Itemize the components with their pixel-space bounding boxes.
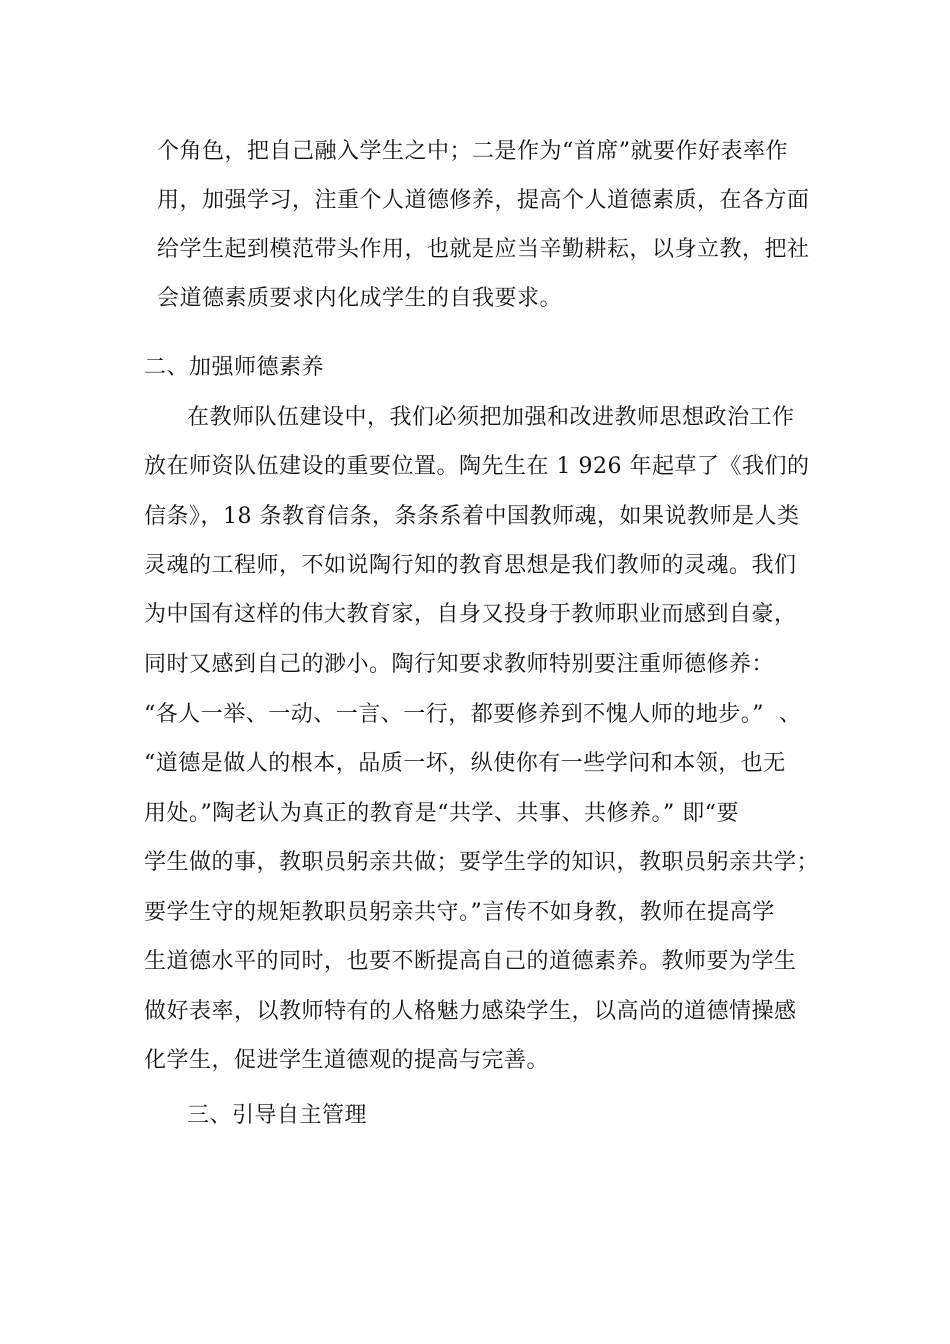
paragraph-line: 生道德水平的同时，也要不断提高自己的道德素养。教师要为学生 [144, 949, 797, 974]
paragraph-line: 用，加强学习，注重个人道德修养，提高个人道德素质，在各方面 [157, 188, 810, 213]
paragraph-line: 在教师队伍建设中，我们必须把加强和改进教师思想政治工作 [187, 405, 795, 430]
paragraph-line: 灵魂的工程师，不如说陶行知的教育思想是我们教师的灵魂。我们 [144, 553, 797, 578]
paragraph-line: 会道德素质要求内化成学生的自我要求。 [157, 286, 563, 311]
paragraph-line: 给学生起到模范带头作用，也就是应当辛勤耕耘，以身立教，把社 [157, 237, 810, 262]
paragraph-line: 放在师资队伍建设的重要位置。陶先生在 1 926 年起草了《我们的 [144, 454, 810, 479]
paragraph-line: 信条》，18 条教育信条，条条系着中国教师魂，如果说教师是人类 [144, 504, 800, 529]
section-heading: 二、加强师德素养 [144, 355, 325, 380]
paragraph-line: 要学生守的规矩教职员躬亲共守。”言传不如身教，教师在提高学 [144, 900, 775, 925]
paragraph-line: “各人一举、一动、一言、一行，都要修养到不愧人师的地步。” 、 [144, 702, 802, 727]
paragraph-line: 为中国有这样的伟大教育家，自身又投身于教师职业而感到自豪， [144, 602, 797, 627]
section-heading: 三、引导自主管理 [187, 1103, 368, 1128]
paragraph-line: 个角色，把自己融入学生之中；二是作为“首席”就要作好表率作 [157, 139, 788, 164]
paragraph-line: 学生做的事，教职员躬亲共做；要学生学的知识，教职员躬亲共学； [144, 850, 820, 875]
paragraph-line: 做好表率，以教师特有的人格魅力感染学生，以高尚的道德情操感 [144, 999, 797, 1024]
paragraph-line: 用处。”陶老认为真正的教育是“共学、共事、共修养。” 即“要 [144, 801, 739, 826]
paragraph-line: 同时又感到自己的渺小。陶行知要求教师特别要注重师德修养： [144, 652, 775, 677]
paragraph-line: “道德是做人的根本，品质一坏，纵使你有一些学问和本领，也无 [144, 751, 786, 776]
paragraph-line: 化学生，促进学生道德观的提高与完善。 [144, 1048, 550, 1073]
